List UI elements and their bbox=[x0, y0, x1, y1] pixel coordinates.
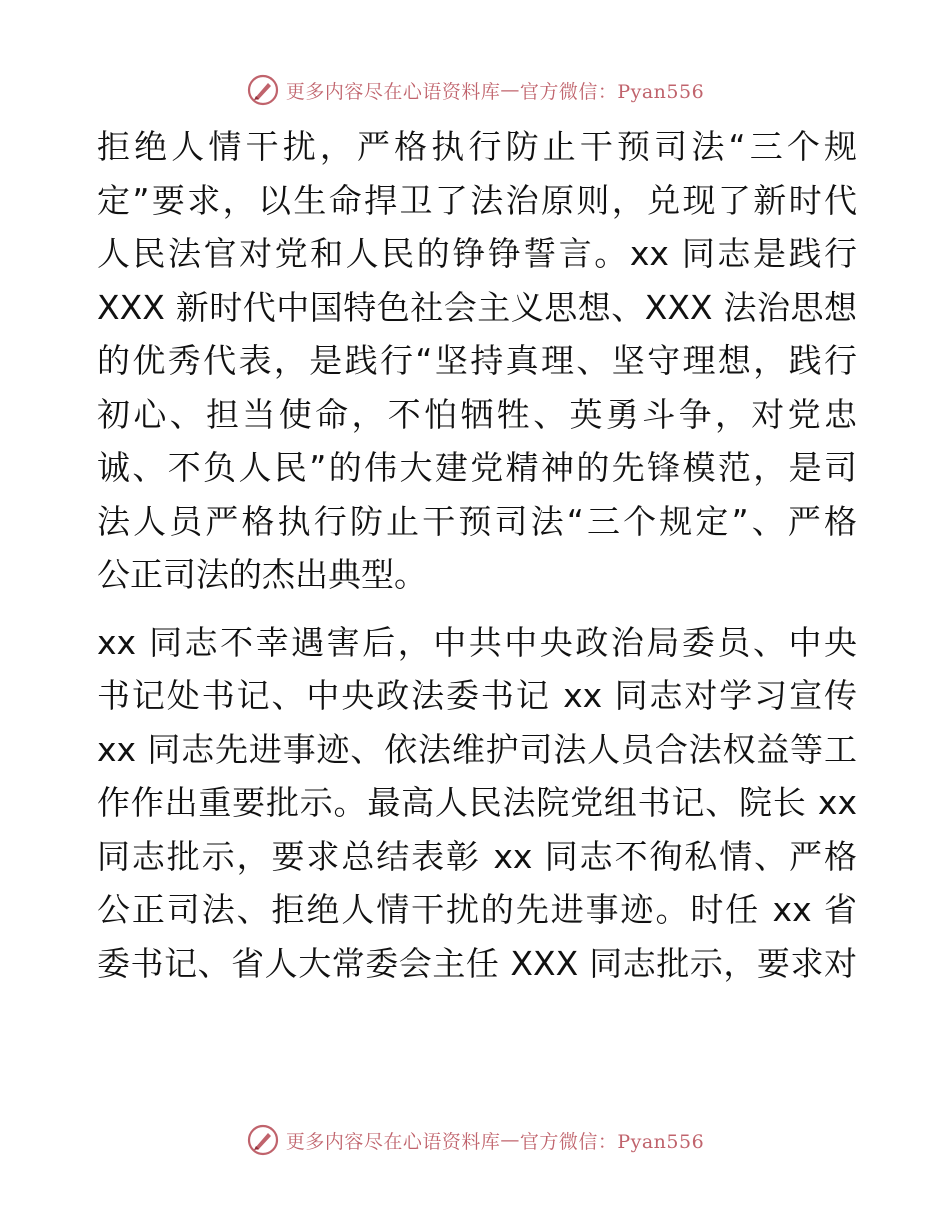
text-line: 初心、担当使命，不怕牺牲、英勇斗争，对党忠 bbox=[97, 394, 857, 434]
pen-circle-icon bbox=[246, 1123, 280, 1157]
text-line: 作作出重要批示。最高人民法院党组书记、院长 xx bbox=[97, 783, 857, 822]
text-line: 定”要求，以生命捍卫了法治原则，兑现了新时代 bbox=[97, 180, 857, 220]
paragraph-2 bbox=[97, 616, 857, 991]
pen-circle-icon bbox=[246, 73, 280, 107]
watermark-contact-text: 官方微信：Pyan556 bbox=[519, 80, 705, 103]
paragraph-spacer bbox=[97, 602, 857, 616]
text-line: 法人员严格执行防止干预司法“三个规定”、严格 bbox=[97, 501, 857, 541]
watermark-main-text: 更多内容尽在心语资料库 bbox=[285, 80, 501, 103]
text-line: 拒绝人情干扰，严格执行防止干预司法“三个规 bbox=[97, 127, 857, 166]
watermark-dash: — bbox=[500, 1129, 520, 1151]
header-watermark bbox=[0, 70, 950, 110]
text-line: 同志批示，要求总结表彰 xx 同志不徇私情、严格 bbox=[97, 836, 857, 876]
text-line: 诚、不负人民”的伟大建党精神的先锋模范，是司 bbox=[97, 448, 857, 487]
watermark-dash: — bbox=[500, 79, 520, 101]
text-line: 书记处书记、中央政法委书记 xx 同志对学习宣传 bbox=[97, 676, 857, 715]
text-line: XXX 新时代中国特色社会主义思想、XXX 法治思想 bbox=[97, 287, 857, 327]
text-line: xx 同志不幸遇害后，中共中央政治局委员、中央 bbox=[97, 622, 857, 662]
text-line: 委书记、省人大常委会主任 XXX 同志批示，要求对 bbox=[97, 943, 857, 983]
text-line: xx 同志先进事迹、依法维护司法人员合法权益等工 bbox=[97, 729, 857, 769]
watermark-main-text: 更多内容尽在心语资料库 bbox=[285, 1130, 501, 1153]
text-line: 的优秀代表，是践行“坚持真理、坚守理想，践行 bbox=[97, 341, 857, 380]
footer-watermark bbox=[0, 1120, 950, 1160]
watermark-contact-text: 官方微信：Pyan556 bbox=[519, 1130, 705, 1153]
document-body bbox=[97, 120, 857, 990]
text-line: 公正司法的杰出典型。 bbox=[97, 555, 427, 594]
text-line: 人民法官对党和人民的铮铮誓言。xx 同志是践行 bbox=[97, 234, 857, 273]
paragraph-1 bbox=[97, 120, 857, 602]
text-line: 公正司法、拒绝人情干扰的先进事迹。时任 xx 省 bbox=[97, 890, 857, 929]
